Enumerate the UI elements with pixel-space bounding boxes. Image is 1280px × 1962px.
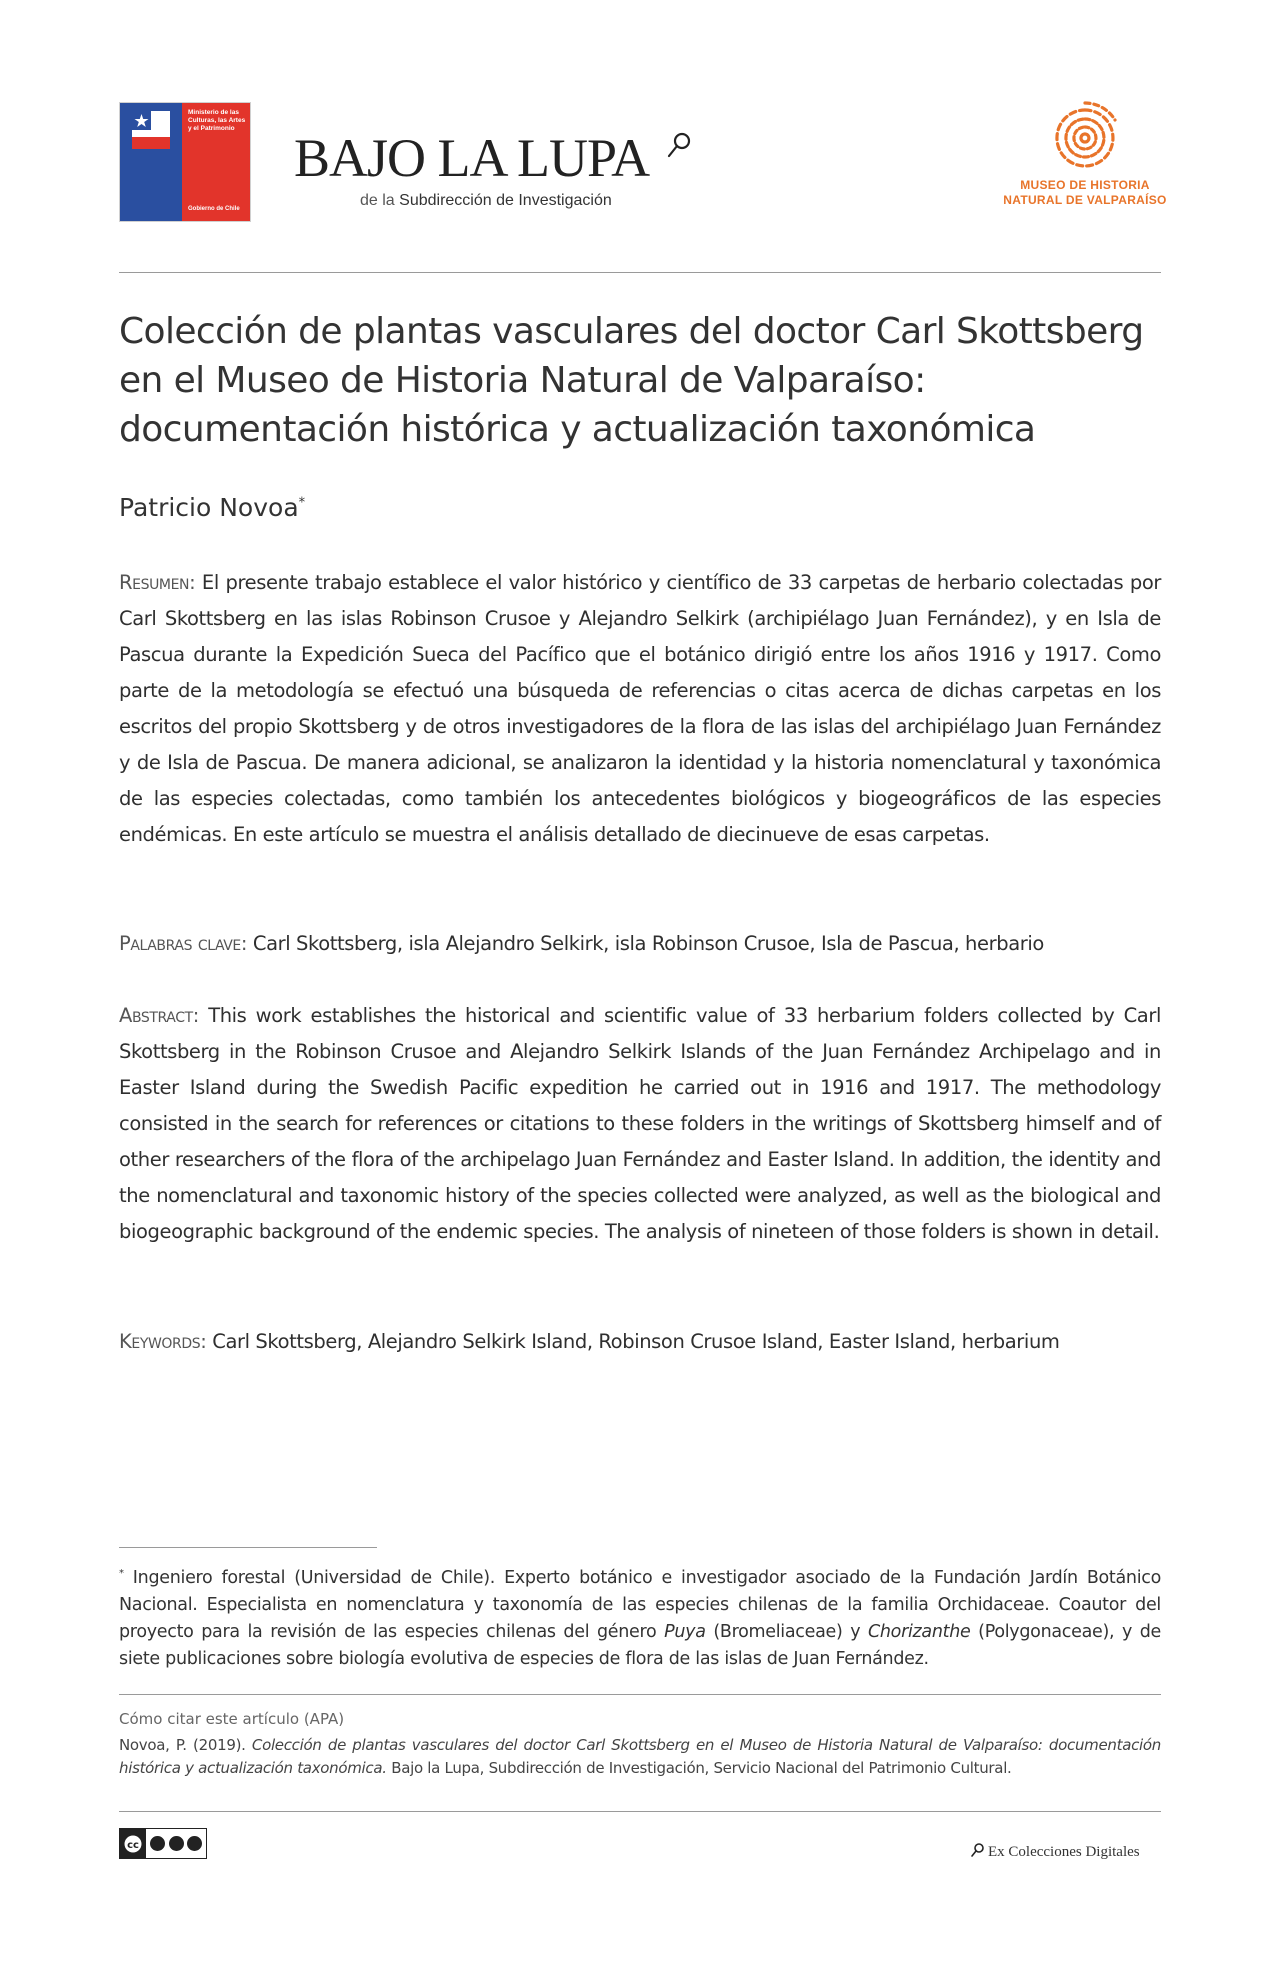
footnote-text-2: (Bromeliaceae) y (705, 1621, 868, 1642)
footnote-text-3: (Polygonaceae), y de siete publicaciones sobre biología evolutiva de especies de flora de las islas de Juan Fernández. (119, 1621, 1161, 1669)
author-footnote-mark: * (298, 495, 306, 511)
cc-nd-icon (187, 1836, 202, 1851)
cc-badge-text: cc (127, 1839, 139, 1851)
footnote-genus-chorizanthe: Chorizanthe (867, 1621, 971, 1642)
cc-conditions (146, 1836, 206, 1851)
author-footnote (119, 1560, 1161, 1673)
ministry-name: Ministerio de las Culturas, las Artes y el Patrimonio (188, 109, 246, 132)
magnifier-icon (664, 130, 694, 160)
citation-title: Colección de plantas vasculares del doctor Carl Skottsberg en el Museo de Historia Natural de Valparaíso: documentación histórica y actualización taxonómica. (119, 1736, 1161, 1777)
keywords-label: Keywords: (119, 1330, 207, 1353)
footnote-divider (119, 1547, 377, 1548)
creative-commons-badge[interactable] (119, 1828, 207, 1859)
abstract-text: This work establishes the historical and scientific value of 33 herbarium folders collected by Carl Skottsberg in the Robinson Crusoe and Alejandro Selkirk Islands of the Juan Fernández Archipelago and in Easter Island during the Swedish Pacific expedition he carried out in 1916 and 1917. The methodology consisted in the search for references or citations to these folders in the writings of Skottsberg himself and of other researchers of the flora of the archipelago Juan Fernández and Easter Island. In addition, the identity and the nomenclatural and taxonomic history of the species collected were analyzed, as well as the biological and biogeographic background of the endemic species. The analysis of nineteen of those folders is shown in detail. (119, 1004, 1161, 1243)
resumen-paragraph (119, 565, 1161, 853)
museum-logo (1000, 98, 1170, 228)
citation-suffix: Bajo la Lupa, Subdirección de Investigación, Servicio Nacional del Patrimonio Cultural. (386, 1759, 1012, 1777)
abstract-label: Abstract: (119, 1004, 199, 1027)
digital-collections-link[interactable]: Ex Colecciones Digitales (988, 1844, 1140, 1860)
keywords-paragraph (119, 1324, 1161, 1360)
author-name: Patricio Novoa (119, 493, 299, 522)
museum-name-line1: MUSEO DE HISTORIA (1020, 178, 1150, 192)
series-title: BAJO LA LUPA (294, 128, 650, 188)
abstract-paragraph (119, 998, 1161, 1250)
series-subtitle (360, 192, 612, 210)
resumen-text: El presente trabajo establece el valor histórico y científico de 33 carpetas de herbario colectadas por Carl Skottsberg en las islas Robinson Crusoe y Alejandro Selkirk (archipiélago Juan Fernández), y en Isla de Pascua durante la Expedición Sueca del Pacífico que el botánico dirigió entre los años 1916 y 1917. Como parte de la metodología se efectuó una búsqueda de referencias o citas acerca de dichas carpetas en los escritos del propio Skottsberg y de otros investigadores de la flora de las islas del archipiélago Juan Fernández y de Isla de Pascua. De manera adicional, se analizaron la identidad y la historia nomenclatural y taxonómica de las especies colectadas, como también los antecedentes biológicos y biogeográficos de las especies endémicas. En este artículo se muestra el análisis detallado de diecinueve de esas carpetas. (119, 571, 1161, 846)
footnote-text-1: Ingeniero forestal (Universidad de Chile). Experto botánico e investigador asociado de la Fundación Jardín Botánico Nacional. Especialista en nomenclatura y taxonomía de las especies chilenas de la familia Orchidaceae. Coautor del proyecto para la revisión de las especies chilenas del género (119, 1567, 1162, 1642)
series-subtitle-main: Subdirección de Investigación (399, 192, 612, 209)
palabras-clave-paragraph (119, 926, 1161, 962)
palabras-clave-text: Carl Skottsberg, isla Alejandro Selkirk, isla Robinson Crusoe, Isla de Pascua, herbario (252, 932, 1044, 955)
chile-star-icon (132, 111, 170, 149)
logo-red-panel (182, 103, 250, 221)
museum-shell-icon (1048, 98, 1122, 178)
palabras-clave-label: Palabras clave: (119, 932, 248, 955)
citation-heading: Cómo citar este artículo (APA) (119, 1710, 345, 1728)
author-line (119, 493, 305, 522)
article-title: Colección de plantas vasculares del doctor Carl Skottsberg en el Museo de Historia Natural de Valparaíso: documentación histórica y actualización taxonómica (119, 311, 1144, 450)
citation-divider (119, 1694, 1161, 1695)
footnote-genus-puya: Puya (664, 1621, 706, 1642)
cc-by-icon (150, 1836, 165, 1851)
footer-divider (119, 1811, 1161, 1812)
citation-body (119, 1734, 1161, 1780)
museum-name-line2: NATURAL DE VALPARAÍSO (1003, 193, 1167, 207)
government-name: Gobierno de Chile (188, 206, 240, 212)
government-logo (119, 102, 251, 222)
cc-logo-icon (120, 1829, 146, 1858)
header-divider (119, 272, 1161, 273)
footnote-mark: * (119, 1568, 124, 1579)
resumen-label: Resumen: (119, 571, 196, 594)
cc-nc-icon (169, 1836, 184, 1851)
logo-blue-panel (120, 103, 182, 221)
citation-prefix: Novoa, P. (2019). (119, 1736, 252, 1754)
digital-collections-icon (970, 1842, 986, 1858)
series-subtitle-prefix: de la (360, 192, 395, 209)
keywords-text: Carl Skottsberg, Alejandro Selkirk Island, Robinson Crusoe Island, Easter Island, herbarium (212, 1330, 1060, 1353)
